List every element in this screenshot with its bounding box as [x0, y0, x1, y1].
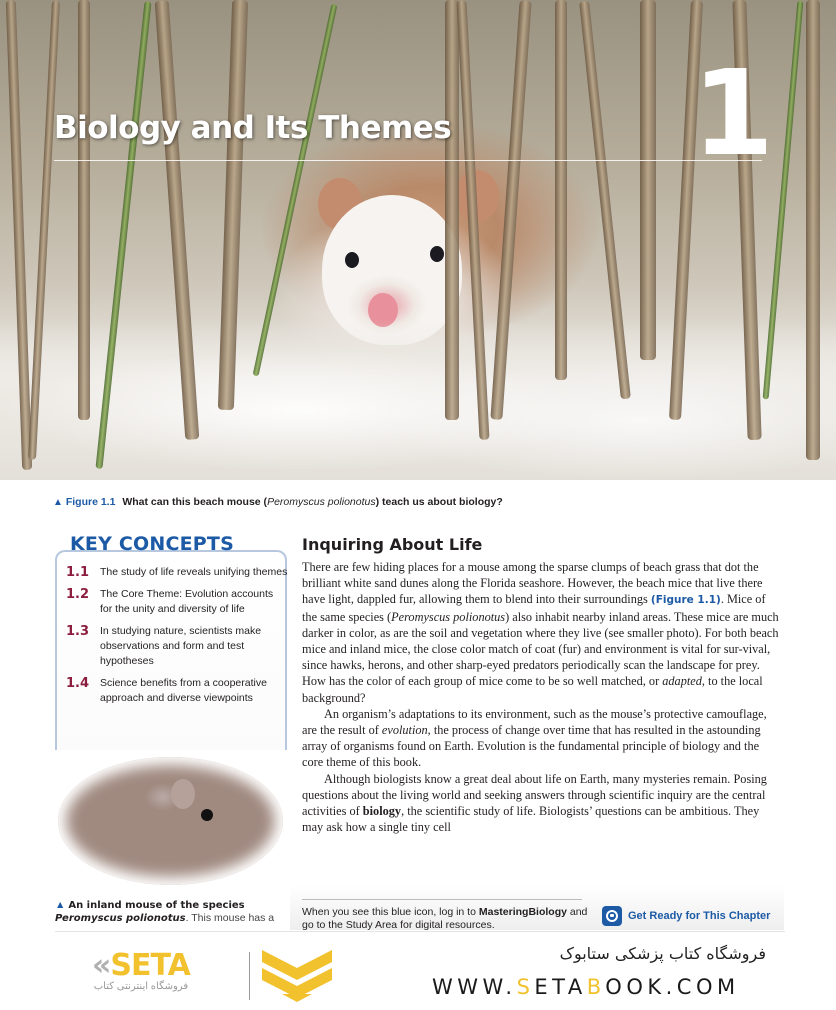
key-concept-item — [66, 624, 288, 669]
caption-text: ) teach us about biology? — [375, 496, 503, 508]
species-name: Peromyscus polionotus — [267, 496, 376, 508]
concept-number: 1.2 — [66, 587, 90, 602]
concept-text: In studying nature, scientists make observations and form and test hypotheses — [100, 625, 262, 667]
key-concept-item — [66, 565, 288, 580]
body-text — [302, 559, 780, 835]
shop-url[interactable]: WWW.SETABOOK.COM — [432, 975, 740, 999]
mastering-note: When you see this blue icon, log in to MasteringBiology and go to the Study Area for digital resources. — [302, 906, 588, 931]
key-term: biology — [362, 804, 402, 819]
paragraph: An organism’s adaptations to its environment, such as the mouse’s protective camouflage, are the result of evolution, the process of change over time that has resulted in the astounding array of organisms found on Earth. Evolution is the fundamental principle of biology and the core theme of this book. — [302, 706, 767, 770]
concept-text: Science benefits from a cooperative approach and diverse viewpoints — [100, 677, 267, 704]
chapter-number: 1 — [692, 44, 775, 182]
caption-text: What can this beach mouse ( — [122, 496, 268, 508]
concept-text: The study of life reveals unifying themes — [100, 566, 288, 578]
mastering-blue-icon — [602, 906, 622, 926]
paragraph: Although biologists know a great deal about life on Earth, many mysteries remain. Posing questions about the living world and seeking answers through scientific inquiry are the central activities of biology, the scientific study of life. Biologists’ questions can be ambitious. They may ask how a single tiny cell — [302, 771, 767, 835]
inland-photo-caption — [55, 899, 295, 925]
logo-wordmark: «SETA — [92, 948, 190, 983]
figure-label: Figure 1.1 — [65, 496, 116, 508]
concept-number: 1.3 — [66, 624, 90, 639]
caption-bold: An inland mouse of the species — [68, 900, 245, 911]
key-concept-item — [66, 587, 288, 617]
figure-caption — [53, 496, 503, 508]
chapter-title: Biology and Its Themes — [54, 110, 452, 146]
key-concepts-list — [66, 565, 288, 713]
mouse-eye — [201, 809, 213, 821]
setabook-logo — [92, 948, 190, 992]
sand-dune — [0, 320, 836, 480]
section-title: Inquiring About Life — [302, 535, 483, 554]
triangle-up-icon: ▲ — [53, 497, 63, 508]
title-rule — [54, 160, 762, 161]
mouse-eye — [345, 252, 359, 268]
caption-text: . This mouse has a — [185, 912, 275, 924]
divider — [302, 899, 582, 900]
shop-name: فروشگاه کتاب پزشکی ستابوک — [559, 944, 766, 963]
mouse-ear — [171, 779, 195, 809]
get-ready-link[interactable] — [602, 906, 770, 926]
hero-photo — [0, 0, 836, 480]
mastering-brand: MasteringBiology — [478, 906, 567, 918]
chevron-logo-icon — [262, 950, 332, 1002]
inland-mouse-photo — [58, 757, 283, 885]
species-name: Peromyscus polionotus — [55, 913, 186, 924]
divider — [55, 931, 785, 932]
logo-subtitle: فروشگاه اینترنتی کتاب — [93, 981, 189, 992]
paragraph: There are few hiding places for a mouse among the sparse clumps of beach grass that dot the brilliant white sand dunes along the Florida seashore. However, the beach mice that live there have light, dappled fur, allowing them to blend into their surroundings (Figure 1.1). Mice of the same species (Peromyscus polionotus) also inhabit nearby inland areas. These mice are much darker in color, as are the soil and vegetation where they live (see smaller photo). For both beach mice and inland mice, the close color match of coat (fur) and environment is vital for sur-vival, since hawks, herons, and other sharp-eyed predators periodically scan the landscape for prey. How has the color of each group of mice come to be so well matched, or adapted, to the local background? — [302, 560, 779, 705]
concept-text: The Core Theme: Evolution accounts for the unity and diversity of life — [100, 588, 274, 615]
triangle-up-icon: ▲ — [55, 899, 66, 911]
key-concept-item — [66, 676, 288, 706]
figure-reference-link[interactable]: (Figure 1.1) — [650, 594, 721, 607]
concept-number: 1.4 — [66, 676, 90, 691]
concept-number: 1.1 — [66, 565, 90, 580]
key-concepts-title: KEY CONCEPTS — [70, 533, 234, 555]
mouse-eye — [430, 246, 444, 262]
get-ready-label: Get Ready for This Chapter — [628, 910, 771, 922]
divider — [249, 952, 250, 1000]
